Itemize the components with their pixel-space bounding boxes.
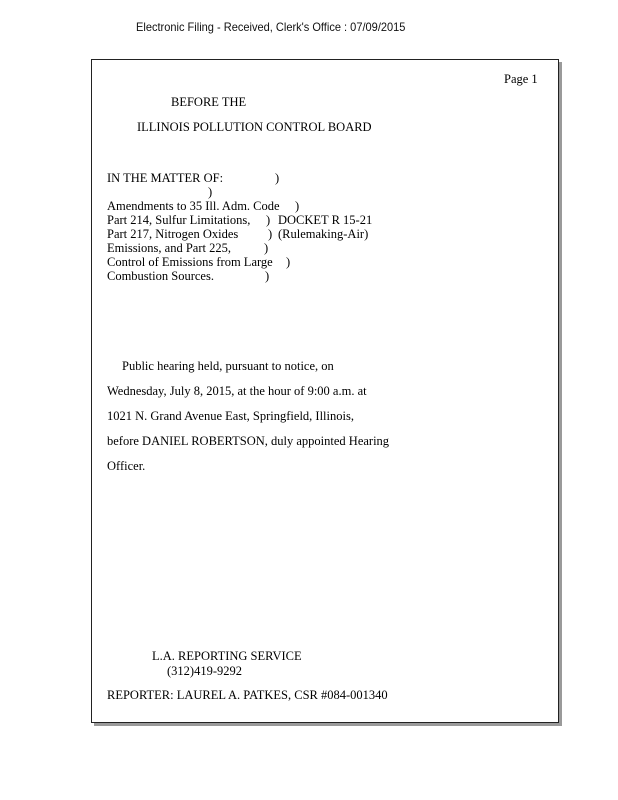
header-board: ILLINOIS POLLUTION CONTROL BOARD	[137, 120, 372, 134]
docket-number: DOCKET R 15-21	[278, 213, 373, 227]
caption-line: Amendments to 35 Ill. Adm. Code	[107, 199, 280, 213]
caption-paren: )	[208, 185, 213, 199]
header-before: BEFORE THE	[171, 95, 247, 109]
reporter-line: REPORTER: LAUREL A. PATKES, CSR #084-001340	[107, 688, 388, 702]
body-line: 1021 N. Grand Avenue East, Springfield, Illinois,	[107, 409, 354, 423]
caption-line: Part 217, Nitrogen Oxides	[107, 227, 239, 241]
caption-line: Control of Emissions from Large	[107, 255, 273, 269]
body-line: Wednesday, July 8, 2015, at the hour of 9:00 a.m. at	[107, 384, 367, 398]
caption-line: Combustion Sources.	[107, 269, 214, 283]
caption-line: Part 214, Sulfur Limitations,	[107, 213, 251, 227]
caption-paren: )	[286, 255, 291, 269]
caption-paren: )	[264, 241, 269, 255]
caption-paren: )	[265, 269, 270, 283]
caption-line: Emissions, and Part 225,	[107, 241, 231, 255]
transcript-page	[91, 59, 559, 723]
caption-paren: )	[266, 213, 271, 227]
body-line: Public hearing held, pursuant to notice, on	[122, 359, 334, 373]
body-line: Officer.	[107, 459, 146, 473]
reporting-service: L.A. REPORTING SERVICE	[152, 649, 302, 663]
filing-stamp: Electronic Filing - Received, Clerk's Office : 07/09/2015	[136, 20, 406, 34]
service-phone: (312)419-9292	[167, 664, 242, 678]
page-number: Page 1	[504, 72, 538, 86]
caption-paren: )	[295, 199, 300, 213]
docket-type: (Rulemaking-Air)	[278, 227, 369, 241]
caption-paren: )	[275, 171, 280, 185]
caption-paren: )	[268, 227, 273, 241]
body-line: before DANIEL ROBERTSON, duly appointed Hearing	[107, 434, 390, 448]
caption-matter: IN THE MATTER OF:	[107, 171, 224, 185]
